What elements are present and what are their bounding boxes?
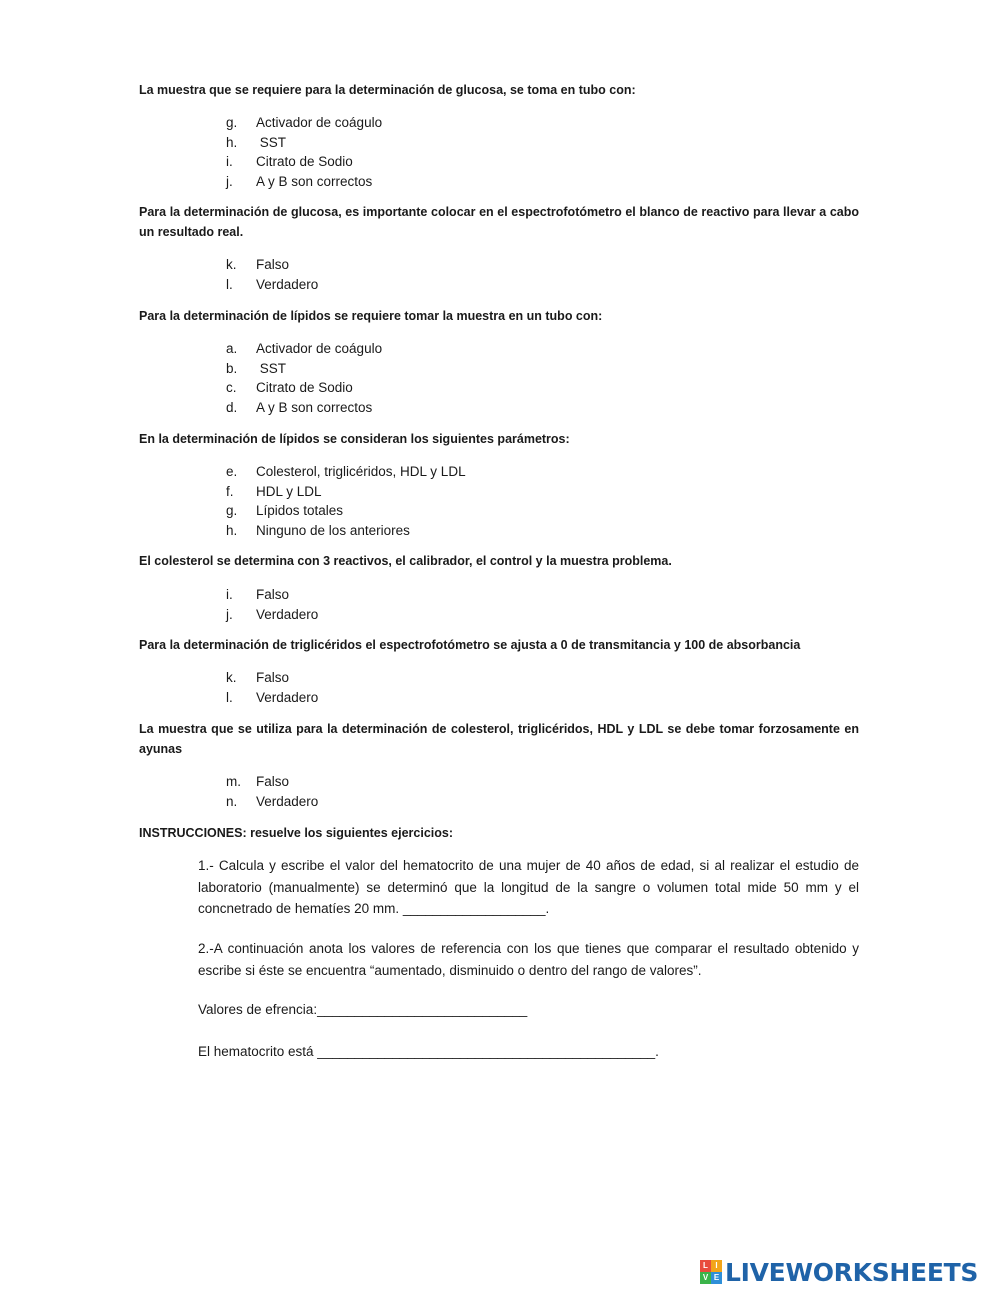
question-6-options [226, 668, 318, 707]
option[interactable]: i. Citrato de Sodio [226, 154, 353, 169]
option[interactable]: j. Verdadero [226, 606, 319, 622]
option[interactable]: b. SST [226, 360, 287, 376]
question-7-options [226, 772, 318, 811]
logo-badge-icon: L I V E [700, 1260, 722, 1284]
instructions-heading: INSTRUCCIONES: resuelve los siguientes ejercicios: [139, 826, 453, 840]
question-7-prompt: La muestra que se utiliza para la determinación de colesterol, triglicéridos, HDL y LDL se debe tomar forzosamente en ayunas [139, 722, 859, 756]
option[interactable]: g. Lípidos totales [226, 503, 344, 518]
option[interactable]: h. SST [226, 134, 287, 150]
exercise-1-text: 1.- Calcula y escribe el valor del hematocrito de una mujer de 40 años de edad, si al realizar el estudio de laboratorio (manualmente) se determinó que la longitud de la sangre o volumen total mide 50 mm y el concnetrado de hematíes 20 mm. ___________________. [198, 858, 859, 916]
reference-values-blank[interactable]: Valores de efrencia:____________________________ [198, 1002, 528, 1017]
question-3-options [226, 339, 382, 417]
option[interactable]: c. Citrato de Sodio [226, 380, 353, 395]
question-3-prompt: Para la determinación de lípidos se requiere tomar la muestra en un tubo con: [139, 309, 603, 323]
option[interactable]: l. Verdadero [226, 689, 319, 705]
option[interactable]: d. A y B son correctos [226, 399, 373, 415]
question-2-prompt: Para la determinación de glucosa, es importante colocar en el espectrofotómetro el blanco de reactivo para llevar a cabo un resultado real. [139, 205, 859, 239]
hematocrit-blank[interactable]: El hematocrito está _____________________________________________. [198, 1044, 659, 1059]
question-1-prompt: La muestra que se requiere para la determinación de glucosa, se toma en tubo con: [139, 83, 636, 97]
option[interactable]: j. A y B son correctos [226, 173, 373, 189]
logo-text: LIVEWORKSHEETS [725, 1257, 979, 1287]
option[interactable]: n. Verdadero [226, 793, 319, 809]
option[interactable]: k. Falso [226, 257, 290, 272]
option[interactable]: k. Falso [226, 670, 290, 685]
question-4-options [226, 462, 466, 540]
option[interactable]: l. Verdadero [226, 276, 319, 292]
option[interactable]: f. HDL y LDL [226, 483, 322, 499]
question-4-prompt: En la determinación de lípidos se consideran los siguientes parámetros: [139, 432, 570, 446]
question-5-options [226, 585, 318, 624]
question-5-prompt: El colesterol se determina con 3 reactivos, el calibrador, el control y la muestra problema. [139, 554, 672, 568]
option[interactable]: a. Activador de coágulo [226, 341, 383, 356]
question-2-options [226, 255, 318, 294]
exercise-2-text: 2.-A continuación anota los valores de referencia con los que tienes que comparar el resultado obtenido y escribe si éste se encuentra “aumentado, disminuido o dentro del rango de valores”. [198, 941, 859, 978]
option[interactable]: e. Colesterol, triglicéridos, HDL y LDL [226, 464, 466, 479]
option[interactable]: m. Falso [226, 774, 290, 789]
question-6-prompt: Para la determinación de triglicéridos el espectrofotómetro se ajusta a 0 de transmitancia y 100 de absorbancia [139, 638, 801, 652]
liveworksheets-logo [700, 1257, 978, 1287]
option[interactable]: i. Falso [226, 587, 290, 602]
option[interactable]: h. Ninguno de los anteriores [226, 522, 410, 538]
option[interactable]: g. Activador de coágulo [226, 115, 383, 130]
question-1-options [226, 113, 382, 191]
